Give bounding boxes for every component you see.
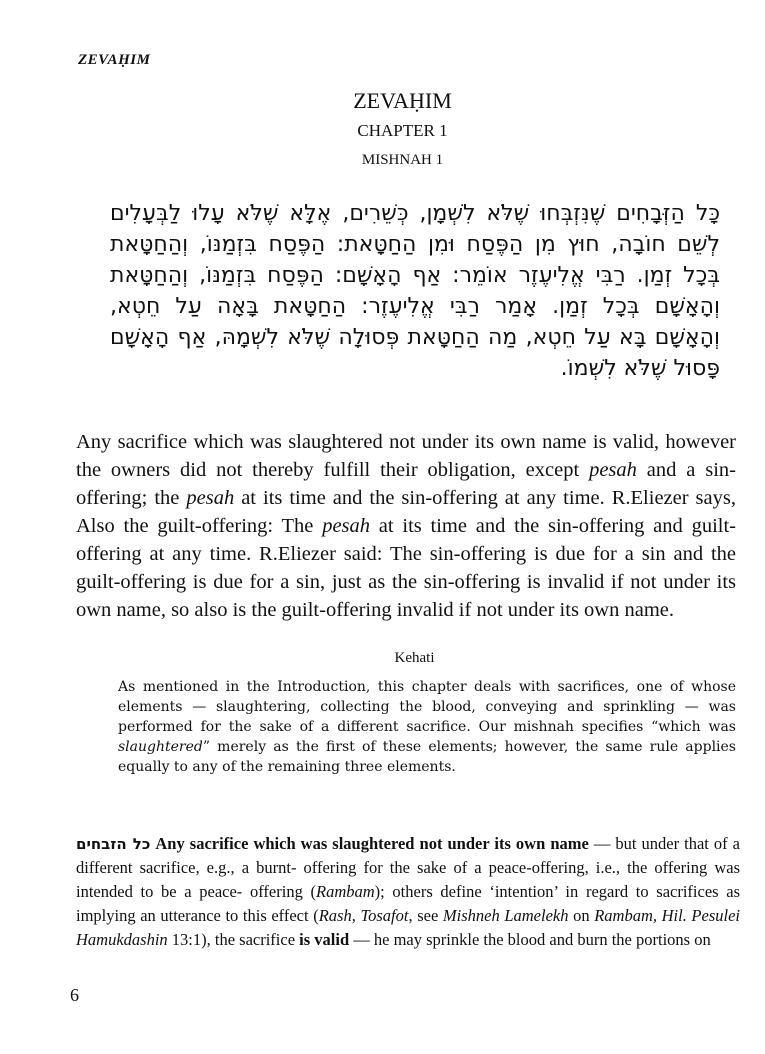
lemma-heading: Any sacrifice which was slaughtered not under its own name [155,834,589,853]
hebrew-lemma: כל הזבחים [76,835,151,853]
tractate-title: ZEVAḤIM [353,88,452,113]
italic-term: pesah [186,487,235,509]
mishnah-heading: MISHNAH 1 [361,152,444,168]
italic-term: pesah [589,459,637,481]
lemma-commentary [76,832,740,952]
hebrew-line: פָּסוּל שֶׁלֹּא לִשְׁמוֹ. [560,356,720,381]
kehati-text: As mentioned in the Introduction, this chapter deals with sacrifices, one of whose elements — slaughtering, collecting the blood, conveying and sprinkling — was performed for the sake of a different sacrifice. Our mishnah specifies “which was [118,679,736,735]
commentary-text: — he may sprinkle the blood and burn the portions on [349,930,711,949]
commentary-text: on [568,906,595,925]
hebrew-line: וְהָאָשָׁם בְּכָל זְמַן. אָמַר רַבִּי אֱלִיעֶזֶר: הַחַטָּאת בָּאָה עַל חֵטְא, [110,294,720,319]
commentary-text: 13:1), the sacrifice [167,930,300,949]
italic-term: slaughtered [118,739,203,755]
translation-text: at its time and the sin-offering and guilt-offering at any time. R.Eliezer said: The sin-offering is due for a sin and the guilt-offering is due for a sin, just as the sin-offering is invalid if not under its own name, so also is the guilt-offering invalid if not under its own name. [76,515,736,621]
hebrew-line: כָּל הַזְּבָחִים שֶׁנִּזְבְּחוּ שֶׁלֹּא לִשְׁמָן, כְּשֵׁרִים, אֶלָּא שֶׁלֹּא עָלוּ לַבְּעָלִים [110,201,720,226]
kehati-heading: Kehati [394,650,435,666]
kehati-commentary [118,677,736,777]
hebrew-mishnah-text [110,198,720,384]
translation-text: Any sacrifice which was slaughtered not under its own name is valid, however the owners did not thereby fulfill their obligation, except [76,431,736,481]
commentary-text: — but under that of a different sacrifice, e.g., a burnt- offering for the sake of a peace-offering, i.e., the offering was intended to be a peace- offering ( [76,834,741,901]
citation: Tosafot [360,906,409,925]
running-head: ZEVAḤIM [78,52,151,68]
citation: Mishneh Lamelekh [442,906,569,925]
page-number: 6 [70,985,79,1005]
citation: Rash [318,906,352,925]
commentary-text: ); others define ‘intention’ in regard to sacrifices as implying an utterance to this effect ( [76,882,740,925]
bold-term: is valid [299,930,350,949]
commentary-text: , see [408,906,443,925]
english-translation [76,428,736,624]
hebrew-line: בְּכָל זְמַן. רַבִּי אֱלִיעֶזֶר אוֹמֵר: אַף הָאָשָׁם: הַפֶּסַח בִּזְמַנּוֹ, וְהַחַטָּאת [110,263,720,288]
translation-text: at its time and the sin-offering at any time. R.Eliezer says, Also the guilt-offering: The [76,487,736,537]
citation: Rambam, Hil. Pesulei Hamukdashin [76,906,741,949]
italic-term: pesah [322,515,371,537]
hebrew-line: לְשֵׁם חוֹבָה, חוּץ מִן הַפֶּסַח וּמִן הַחַטָּאת: הַפֶּסַח בִּזְמַנּוֹ, וְהַחַטָּאת [110,232,720,257]
chapter-heading: CHAPTER 1 [357,121,448,140]
citation: Rambam [316,882,375,901]
section-titles [0,86,765,174]
kehati-text: ” merely as the first of these elements; however, the same rule applies equally to any of the remaining three elements. [118,739,736,775]
translation-text: and a sin-offering; the [76,459,736,509]
hebrew-line: וְהָאָשָׁם בָּא עַל חֵטְא, מַה הַחַטָּאת פְּסוּלָה שֶׁלֹּא לִשְׁמָהּ, אַף הָאָשָׁם [110,325,720,350]
commentary-text: , [351,906,361,925]
